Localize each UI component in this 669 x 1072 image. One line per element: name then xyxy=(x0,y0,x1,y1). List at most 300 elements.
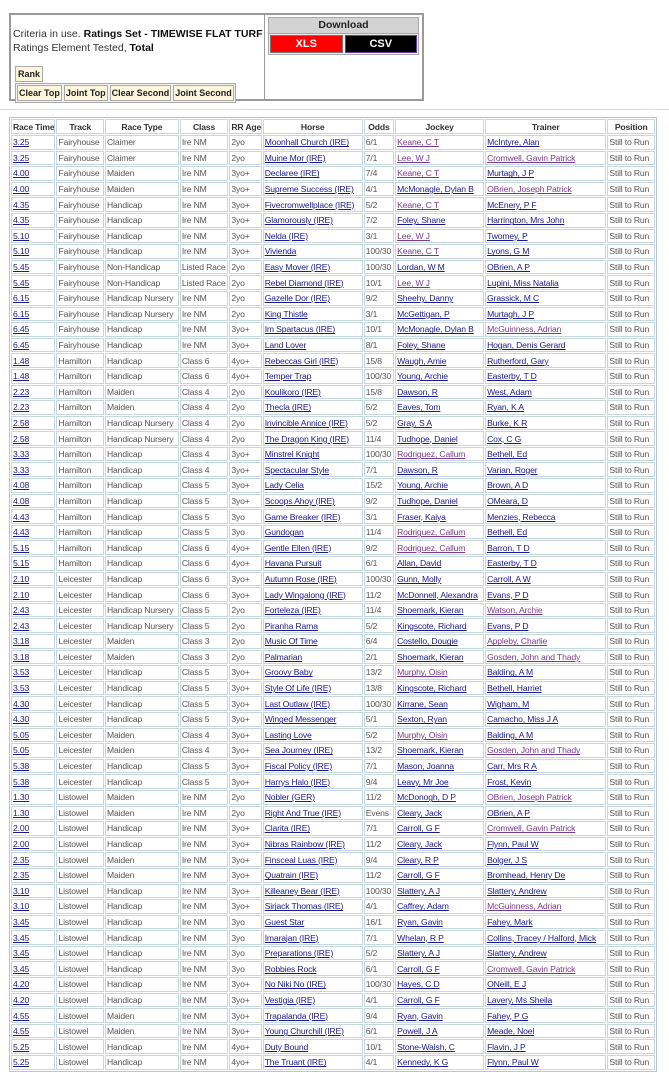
horse-link[interactable]: Lady Celia xyxy=(264,480,304,491)
trainer-link[interactable]: OBrien, A P xyxy=(487,807,530,818)
jockey-link[interactable]: Cleary, Jack xyxy=(397,839,442,850)
trainer-link[interactable]: Fahey, P G xyxy=(487,1010,529,1021)
jockey-link[interactable]: Kingscote, Richard xyxy=(397,620,467,631)
trainer-link[interactable]: Burke, K R xyxy=(487,417,528,428)
horse-link[interactable]: Supreme Success (IRE) xyxy=(264,184,354,195)
race-time-link[interactable]: 3.45 xyxy=(13,932,30,943)
trainer-link[interactable]: OMeara, D xyxy=(487,495,528,506)
race-time-link[interactable]: 6.15 xyxy=(13,308,30,319)
trainer-link[interactable]: Lupini, Miss Natalia xyxy=(487,277,559,288)
race-time-link[interactable]: 3.33 xyxy=(13,464,30,475)
trainer-link[interactable]: Collins, Tracey / Halford, Mick xyxy=(487,932,597,943)
trainer-link[interactable]: Flavin, J P xyxy=(487,1041,526,1052)
trainer-link[interactable]: Bethell, Harriet xyxy=(487,683,542,694)
race-time-link[interactable]: 6.45 xyxy=(13,324,30,335)
race-time-link[interactable]: 2.00 xyxy=(13,839,30,850)
cell-class: Class 5 xyxy=(180,525,229,540)
trainer-link[interactable]: Hogan, Denis Gerard xyxy=(487,340,566,351)
jockey-link[interactable]: Cleary, R P xyxy=(397,854,439,865)
cell-race-time xyxy=(11,743,55,758)
jockey-link[interactable]: Young, Archie xyxy=(397,480,448,491)
cell-track: Fairyhouse xyxy=(56,135,104,150)
trainer-link[interactable]: Bromhead, Henry De xyxy=(487,870,566,881)
horse-link[interactable]: Temper Trap xyxy=(264,371,312,382)
jockey-link[interactable]: Costello, Dougie xyxy=(397,636,458,647)
jockey-link[interactable]: Tudhope, Daniel xyxy=(397,495,458,506)
race-time-link[interactable]: 2.43 xyxy=(13,605,30,616)
horse-link[interactable]: Right And True (IRE) xyxy=(264,807,341,818)
race-time-link[interactable]: 5.05 xyxy=(13,745,30,756)
cell-class: Ire NM xyxy=(180,135,229,150)
race-time-link[interactable]: 2.43 xyxy=(13,620,30,631)
race-time-link[interactable]: 5.25 xyxy=(13,1057,30,1068)
cell-position: Still to Run xyxy=(607,307,655,322)
horse-link[interactable]: Groovy Baby xyxy=(264,667,313,678)
cell-position: Still to Run xyxy=(607,556,655,571)
race-time-link[interactable]: 4.00 xyxy=(13,168,30,179)
race-time-link[interactable]: 2.58 xyxy=(13,433,30,444)
jockey-link[interactable]: Powell, J A xyxy=(397,1026,438,1037)
horse-link[interactable]: Moonhall Church (IRE) xyxy=(264,137,349,148)
clear-top-button[interactable]: Clear Top xyxy=(17,85,62,101)
horse-link[interactable]: Glamorously (IRE) xyxy=(264,215,333,226)
horse-link[interactable]: Game Breaker (IRE) xyxy=(264,511,341,522)
cell-track: Hamilton xyxy=(56,509,104,524)
horse-link[interactable]: Sirjack Thomas (IRE) xyxy=(264,901,344,912)
column-header-jockey: Jockey xyxy=(395,119,484,134)
trainer-link[interactable]: Brown, A D xyxy=(487,480,529,491)
cell-race-time xyxy=(11,400,55,415)
horse-link[interactable]: Clarita (IRE) xyxy=(264,823,311,834)
jockey-link[interactable]: Gray, S A xyxy=(397,417,432,428)
jockey-link[interactable]: Carroll, G F xyxy=(397,963,440,974)
horse-link[interactable]: Vestigia (IRE) xyxy=(264,994,316,1005)
jockey-link[interactable]: Tudhope, Daniel xyxy=(397,433,458,444)
cell-horse xyxy=(263,868,363,883)
trainer-link[interactable]: Grassick, M C xyxy=(487,293,540,304)
jockey-link[interactable]: Whelan, R P xyxy=(397,932,444,943)
horse-link[interactable]: Land Lover xyxy=(264,340,307,351)
trainer-link[interactable]: Meade, Noel xyxy=(487,1026,535,1037)
race-time-link[interactable]: 2.10 xyxy=(13,573,30,584)
table-row xyxy=(11,369,655,384)
trainer-link[interactable]: Rutherford, Gary xyxy=(487,355,549,366)
jockey-link[interactable]: Waugh, Amie xyxy=(397,355,447,366)
trainer-link[interactable]: Lyons, G M xyxy=(487,246,530,257)
trainer-link[interactable]: Cox, C G xyxy=(487,433,522,444)
race-time-link[interactable]: 2.23 xyxy=(13,386,30,397)
trainer-link[interactable]: Bethell, Ed xyxy=(487,449,527,460)
cell-race-type: Maiden xyxy=(105,790,179,805)
trainer-link[interactable]: Easterby, T D xyxy=(487,371,537,382)
jockey-link[interactable]: Allan, David xyxy=(397,558,442,569)
cell-race-time xyxy=(11,462,55,477)
jockey-link[interactable]: Kirrane, Sean xyxy=(397,698,448,709)
race-time-link[interactable]: 2.35 xyxy=(13,870,30,881)
trainer-link[interactable]: Bethell, Ed xyxy=(487,527,527,538)
jockey-link[interactable]: Mason, Joanna xyxy=(397,761,454,772)
trainer-link[interactable]: OBrien, Joseph Patrick xyxy=(487,792,572,803)
trainer-link[interactable]: Ryan, K A xyxy=(487,402,524,413)
horse-link[interactable]: Spectacular Style xyxy=(264,464,330,475)
race-time-link[interactable]: 4.43 xyxy=(13,511,30,522)
cell-position: Still to Run xyxy=(607,540,655,555)
race-time-link[interactable]: 5.45 xyxy=(13,262,30,273)
trainer-link[interactable]: Easterby, T D xyxy=(487,558,537,569)
trainer-link[interactable]: Slattery, Andrew xyxy=(487,948,547,959)
race-time-link[interactable]: 2.10 xyxy=(13,589,30,600)
trainer-link[interactable]: Balding, A M xyxy=(487,667,534,678)
horse-link[interactable]: Lady Wingalong (IRE) xyxy=(264,589,346,600)
cell-trainer xyxy=(485,1008,606,1023)
race-time-link[interactable]: 4.20 xyxy=(13,994,30,1005)
horse-link[interactable]: Guest Star xyxy=(264,916,305,927)
race-time-link[interactable]: 5.15 xyxy=(13,558,30,569)
horse-link[interactable]: Killeaney Bear (IRE) xyxy=(264,885,340,896)
cell-rr-age: 3yo+ xyxy=(229,852,261,867)
jockey-link[interactable]: Rodriguez, Callum xyxy=(397,449,466,460)
table-row xyxy=(11,353,655,368)
trainer-link[interactable]: Murtagh, J P xyxy=(487,168,534,179)
cell-horse xyxy=(263,837,363,852)
jockey-link[interactable]: Slattery, A J xyxy=(397,885,440,896)
trainer-link[interactable]: Evans, P D xyxy=(487,589,529,600)
race-time-link[interactable]: 4.08 xyxy=(13,480,30,491)
trainer-link[interactable]: Cromwell, Gavin Patrick xyxy=(487,823,576,834)
trainer-link[interactable]: Camacho, Miss J A xyxy=(487,714,559,725)
jockey-link[interactable]: Lee, W J xyxy=(397,152,430,163)
cell-odds: 7/1 xyxy=(364,151,394,166)
jockey-link[interactable]: Keane, C T xyxy=(397,137,439,148)
trainer-link[interactable]: Carroll, A W xyxy=(487,573,531,584)
jockey-link[interactable]: Kingscote, Richard xyxy=(397,683,467,694)
xls-download-button[interactable]: XLS xyxy=(270,35,343,53)
race-time-link[interactable]: 5.38 xyxy=(13,776,30,787)
cell-track: Leicester xyxy=(56,712,104,727)
horse-link[interactable]: King Thistle xyxy=(264,308,308,319)
cell-race-time xyxy=(11,182,55,197)
jockey-link[interactable]: Lordan, W M xyxy=(397,262,445,273)
cell-race-time xyxy=(11,728,55,743)
jockey-link[interactable]: McDonnell, Alexandra xyxy=(397,589,478,600)
jockey-link[interactable]: Caffrey, Adam xyxy=(397,901,449,912)
race-time-link[interactable]: 2.35 xyxy=(13,854,30,865)
horse-link[interactable]: Imarajan (IRE) xyxy=(264,932,319,943)
race-time-link[interactable]: 2.23 xyxy=(13,402,30,413)
cell-jockey xyxy=(395,478,484,493)
race-time-link[interactable]: 2.00 xyxy=(13,823,30,834)
jockey-link[interactable]: Keane, C T xyxy=(397,246,439,257)
horse-link[interactable]: Easy Mover (IRE) xyxy=(264,262,331,273)
horse-link[interactable]: Gundogan xyxy=(264,527,304,538)
csv-download-button[interactable]: CSV xyxy=(345,35,418,53)
horse-link[interactable]: Palmarian xyxy=(264,651,303,662)
race-time-link[interactable]: 3.25 xyxy=(13,137,30,148)
horse-link[interactable]: Vivienda xyxy=(264,246,297,257)
jockey-link[interactable]: Sexton, Ryan xyxy=(397,714,447,725)
horse-link[interactable]: Robbies Rock xyxy=(264,963,317,974)
horse-link[interactable]: Fivecromwellplace (IRE) xyxy=(264,199,355,210)
table-row xyxy=(11,899,655,914)
horse-link[interactable]: Lasting Love xyxy=(264,729,312,740)
rank-button[interactable]: Rank xyxy=(15,66,43,82)
jockey-link[interactable]: Sheehy, Danny xyxy=(397,293,454,304)
race-time-link[interactable]: 4.08 xyxy=(13,495,30,506)
race-time-link[interactable]: 4.30 xyxy=(13,698,30,709)
trainer-link[interactable]: Fahey, Mark xyxy=(487,916,533,927)
cell-odds: 15/8 xyxy=(364,385,394,400)
trainer-link[interactable]: Wigham, M xyxy=(487,698,530,709)
cell-rr-age: 2yo xyxy=(229,400,261,415)
horse-link[interactable]: Rebel Diamond (IRE) xyxy=(264,277,344,288)
horse-link[interactable]: Koulikoro (IRE) xyxy=(264,386,321,397)
cell-jockey xyxy=(395,1055,484,1070)
horse-link[interactable]: Style Of Life (IRE) xyxy=(264,683,332,694)
horse-link[interactable]: Sea Journey (IRE) xyxy=(264,745,333,756)
jockey-link[interactable]: Shoemark, Kieran xyxy=(397,745,464,756)
race-time-link[interactable]: 5.05 xyxy=(13,729,30,740)
jockey-link[interactable]: Eaves, Tom xyxy=(397,402,441,413)
race-time-link[interactable]: 1.48 xyxy=(13,355,30,366)
horse-link[interactable]: Nobler (GER) xyxy=(264,792,315,803)
cell-horse xyxy=(263,509,363,524)
race-time-link[interactable]: 1.30 xyxy=(13,807,30,818)
trainer-link[interactable]: Menzies, Rebecca xyxy=(487,511,556,522)
trainer-link[interactable]: Flynn, Paul W xyxy=(487,1057,539,1068)
cell-jockey xyxy=(395,993,484,1008)
horse-link[interactable]: Nelda (IRE) xyxy=(264,230,308,241)
horse-link[interactable]: Rebeccas Girl (IRE) xyxy=(264,355,339,366)
cell-position: Still to Run xyxy=(607,213,655,228)
trainer-link[interactable]: Slattery, Andrew xyxy=(487,885,547,896)
race-time-link[interactable]: 5.15 xyxy=(13,542,30,553)
horse-link[interactable]: Duty Bound xyxy=(264,1041,309,1052)
horse-link[interactable]: Gazelle Dor (IRE) xyxy=(264,293,330,304)
jockey-link[interactable]: Lee, W J xyxy=(397,277,430,288)
horse-link[interactable]: Minstrel Knight xyxy=(264,449,320,460)
trainer-link[interactable]: Appleby, Charlie xyxy=(487,636,548,647)
race-time-link[interactable]: 3.18 xyxy=(13,636,30,647)
race-time-link[interactable]: 1.48 xyxy=(13,371,30,382)
trainer-link[interactable]: Carr, Mrs R A xyxy=(487,761,537,772)
race-time-link[interactable]: 6.15 xyxy=(13,293,30,304)
cell-jockey xyxy=(395,603,484,618)
race-time-link[interactable]: 3.10 xyxy=(13,885,30,896)
race-time-link[interactable]: 5.45 xyxy=(13,277,30,288)
trainer-link[interactable]: McIntyre, Alan xyxy=(487,137,540,148)
jockey-link[interactable]: Rodriguez, Callum xyxy=(397,527,466,538)
horse-link[interactable]: The Truant (IRE) xyxy=(264,1057,327,1068)
cell-race-type: Handicap xyxy=(105,229,179,244)
horse-link[interactable]: Muine Mor (IRE) xyxy=(264,152,326,163)
horse-link[interactable]: The Dragon King (IRE) xyxy=(264,433,349,444)
jockey-link[interactable]: Keane, C T xyxy=(397,168,439,179)
trainer-link[interactable]: Varian, Roger xyxy=(487,464,538,475)
trainer-link[interactable]: Murtagh, J P xyxy=(487,308,534,319)
jockey-link[interactable]: McGettigan, P xyxy=(397,308,450,319)
horse-link[interactable]: Declaree (IRE) xyxy=(264,168,320,179)
clear-second-button[interactable]: Clear Second xyxy=(110,85,172,101)
jockey-link[interactable]: Fraser, Kaiya xyxy=(397,511,446,522)
jockey-link[interactable]: Ryan, Gavin xyxy=(397,1010,443,1021)
race-time-link[interactable]: 4.30 xyxy=(13,714,30,725)
race-time-link[interactable]: 4.55 xyxy=(13,1026,30,1037)
cell-horse xyxy=(263,961,363,976)
horse-link[interactable]: Young Churchill (IRE) xyxy=(264,1026,344,1037)
trainer-link[interactable]: West, Adam xyxy=(487,386,532,397)
jockey-link[interactable]: Cleary, Jack xyxy=(397,807,442,818)
race-time-link[interactable]: 2.58 xyxy=(13,417,30,428)
race-time-link[interactable]: 3.10 xyxy=(13,901,30,912)
race-time-link[interactable]: 6.45 xyxy=(13,340,30,351)
jockey-link[interactable]: Murphy, Oisin xyxy=(397,729,448,740)
race-time-link[interactable]: 3.45 xyxy=(13,963,30,974)
race-time-link[interactable]: 5.10 xyxy=(13,246,30,257)
horse-link[interactable]: Quatrain (IRE) xyxy=(264,870,318,881)
jockey-link[interactable]: Hayes, C D xyxy=(397,979,440,990)
cell-track: Listowel xyxy=(56,1055,104,1070)
horse-link[interactable]: No Niki No (IRE) xyxy=(264,979,326,990)
trainer-link[interactable]: Gosden, John and Thady xyxy=(487,745,581,756)
horse-link[interactable]: Forteleza (IRE) xyxy=(264,605,321,616)
race-time-link[interactable]: 5.10 xyxy=(13,230,30,241)
race-time-link[interactable]: 3.53 xyxy=(13,683,30,694)
trainer-link[interactable]: Harrington, Mrs John xyxy=(487,215,565,226)
cell-class: Class 6 xyxy=(180,369,229,384)
cell-race-time xyxy=(11,509,55,524)
horse-link[interactable]: Harrys Halo (IRE) xyxy=(264,776,330,787)
trainer-link[interactable]: McGuinness, Adrian xyxy=(487,324,562,335)
horse-link[interactable]: Last Outlaw (IRE) xyxy=(264,698,330,709)
trainer-link[interactable]: Barron, T D xyxy=(487,542,530,553)
race-time-link[interactable]: 4.35 xyxy=(13,199,30,210)
joint-top-button[interactable]: Joint Top xyxy=(64,85,108,101)
race-time-link[interactable]: 4.35 xyxy=(13,215,30,226)
jockey-link[interactable]: Carroll, G F xyxy=(397,994,440,1005)
race-time-link[interactable]: 3.25 xyxy=(13,152,30,163)
trainer-link[interactable]: Balding, A M xyxy=(487,729,534,740)
horse-link[interactable]: Fiscal Policy (IRE) xyxy=(264,761,333,772)
trainer-link[interactable]: Gosden, John and Thady xyxy=(487,651,581,662)
horse-link[interactable]: Music Of Time xyxy=(264,636,318,647)
cell-jockey xyxy=(395,260,484,275)
horse-link[interactable]: Preparations (IRE) xyxy=(264,948,334,959)
cell-class: Ire NM xyxy=(180,1039,229,1054)
horse-link[interactable]: Winged Messenger xyxy=(264,714,337,725)
jockey-link[interactable]: Gunn, Molly xyxy=(397,573,442,584)
jockey-link[interactable]: Kennedy, K G xyxy=(397,1057,449,1068)
trainer-link[interactable]: Watson, Archie xyxy=(487,605,543,616)
trainer-link[interactable]: Evans, P D xyxy=(487,620,529,631)
horse-link[interactable]: Im Spartacus (IRE) xyxy=(264,324,336,335)
trainer-link[interactable]: Cromwell, Gavin Patrick xyxy=(487,152,576,163)
race-time-link[interactable]: 5.38 xyxy=(13,761,30,772)
horse-link[interactable]: Piranha Rama xyxy=(264,620,318,631)
cell-race-time xyxy=(11,696,55,711)
horse-link[interactable]: Thecla (IRE) xyxy=(264,402,312,413)
trainer-link[interactable]: Flynn, Paul W xyxy=(487,839,539,850)
jockey-link[interactable]: Foley, Shane xyxy=(397,340,446,351)
jockey-link[interactable]: Murphy, Oisin xyxy=(397,667,448,678)
jockey-link[interactable]: McDonogh, D P xyxy=(397,792,456,803)
horse-link[interactable]: Gentle Ellen (IRE) xyxy=(264,542,332,553)
trainer-link[interactable]: McEnery, P F xyxy=(487,199,537,210)
trainer-link[interactable]: McGuinness, Adrian xyxy=(487,901,562,912)
race-time-link[interactable]: 1.30 xyxy=(13,792,30,803)
jockey-link[interactable]: Young, Archie xyxy=(397,371,448,382)
cell-position: Still to Run xyxy=(607,197,655,212)
trainer-link[interactable]: Lavery, Ms Sheila xyxy=(487,994,553,1005)
jockey-link[interactable]: Shoemark, Kieran xyxy=(397,605,464,616)
race-time-link[interactable]: 4.55 xyxy=(13,1010,30,1021)
race-time-link[interactable]: 3.45 xyxy=(13,948,30,959)
cell-class: Class 5 xyxy=(180,712,229,727)
criteria-panel xyxy=(9,13,424,101)
cell-class: Ire NM xyxy=(180,821,229,836)
trainer-link[interactable]: Cromwell, Gavin Patrick xyxy=(487,963,576,974)
jockey-link[interactable]: Lee, W J xyxy=(397,230,430,241)
cell-race-type: Handicap xyxy=(105,946,179,961)
jockey-link[interactable]: Stone-Walsh, C xyxy=(397,1041,455,1052)
race-time-link[interactable]: 3.33 xyxy=(13,449,30,460)
jockey-link[interactable]: Dawson, R xyxy=(397,386,438,397)
jockey-link[interactable]: McMonagle, Dylan B xyxy=(397,324,474,335)
cell-horse xyxy=(263,743,363,758)
horse-link[interactable]: Scoops Ahoy (IRE) xyxy=(264,495,335,506)
horse-link[interactable]: Invincible Annice (IRE) xyxy=(264,417,348,428)
race-time-link[interactable]: 4.20 xyxy=(13,979,30,990)
race-time-link[interactable]: 4.43 xyxy=(13,527,30,538)
race-time-link[interactable]: 4.00 xyxy=(13,184,30,195)
jockey-link[interactable]: McMonagle, Dylan B xyxy=(397,184,474,195)
horse-link[interactable]: Trapalanda (IRE) xyxy=(264,1010,328,1021)
cell-odds: 7/1 xyxy=(364,462,394,477)
trainer-link[interactable]: ONeill, E J xyxy=(487,979,527,990)
horse-link[interactable]: Finsceal Luas (IRE) xyxy=(264,854,338,865)
trainer-link[interactable]: Twomey, P xyxy=(487,230,528,241)
jockey-link[interactable]: Carroll, G F xyxy=(397,823,440,834)
cell-class: Ire NM xyxy=(180,790,229,805)
race-time-link[interactable]: 5.25 xyxy=(13,1041,30,1052)
cell-rr-age: 3yo+ xyxy=(229,229,261,244)
jockey-link[interactable]: Foley, Shane xyxy=(397,215,446,226)
trainer-link[interactable]: Bolger, J S xyxy=(487,854,527,865)
trainer-link[interactable]: OBrien, Joseph Patrick xyxy=(487,184,572,195)
jockey-link[interactable]: Rodriguez, Callum xyxy=(397,542,466,553)
jockey-link[interactable]: Dawson, R xyxy=(397,464,438,475)
horse-link[interactable]: Nibras Rainbow (IRE) xyxy=(264,839,345,850)
cell-jockey xyxy=(395,650,484,665)
horse-link[interactable]: Havana Pursuit xyxy=(264,558,322,569)
cell-rr-age: 4yo+ xyxy=(229,353,261,368)
cell-trainer xyxy=(485,587,606,602)
race-time-link[interactable]: 3.18 xyxy=(13,651,30,662)
jockey-link[interactable]: Ryan, Gavin xyxy=(397,916,443,927)
jockey-link[interactable]: Shoemark, Kieran xyxy=(397,651,464,662)
jockey-link[interactable]: Carroll, G F xyxy=(397,870,440,881)
trainer-link[interactable]: Frost, Kevin xyxy=(487,776,532,787)
jockey-link[interactable]: Slattery, A J xyxy=(397,948,440,959)
cell-horse xyxy=(263,291,363,306)
race-time-link[interactable]: 3.53 xyxy=(13,667,30,678)
jockey-link[interactable]: Keane, C T xyxy=(397,199,439,210)
cell-position: Still to Run xyxy=(607,291,655,306)
trainer-link[interactable]: OBrien, A P xyxy=(487,262,530,273)
joint-second-button[interactable]: Joint Second xyxy=(173,85,234,101)
horse-link[interactable]: Autumn Rose (IRE) xyxy=(264,573,337,584)
jockey-link[interactable]: Leavy, Mr Joe xyxy=(397,776,449,787)
race-time-link[interactable]: 3.45 xyxy=(13,916,30,927)
